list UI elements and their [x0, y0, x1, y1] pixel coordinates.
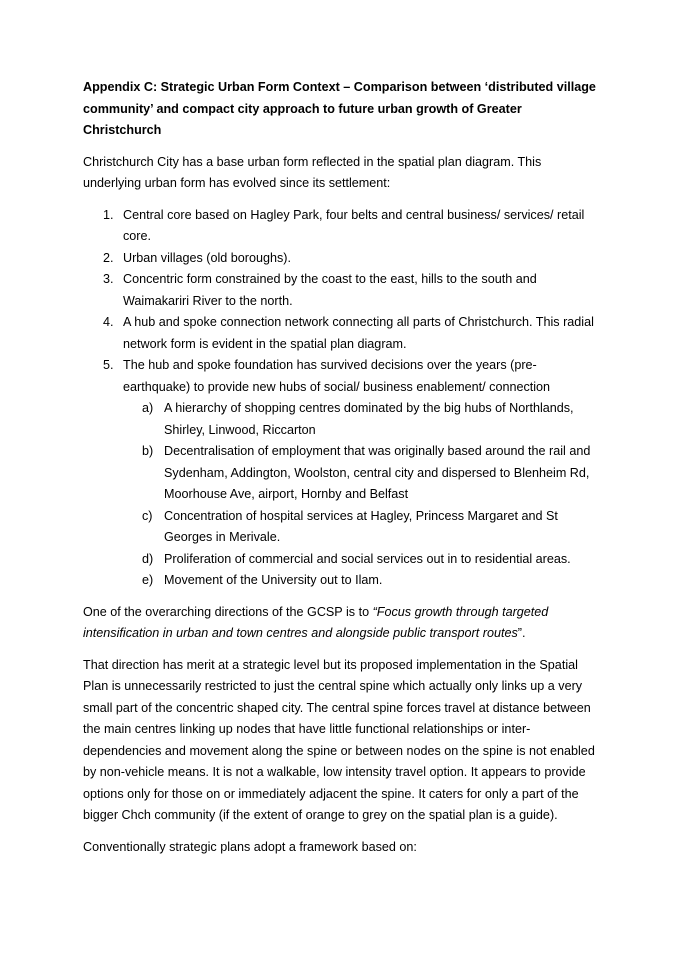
list-number: 3. [103, 272, 114, 286]
sublist-letter: b) [142, 444, 154, 458]
list-item [83, 205, 597, 248]
list-number: 5. [103, 358, 114, 372]
list-number: 4. [103, 315, 114, 329]
conventional-framework-paragraph: Conventionally strategic plans adopt a framework based on: [83, 839, 417, 854]
list-item-text: A hub and spoke connection network connecting all parts of Christchurch. This radial network form is evident in the spatial plan diagram. [123, 315, 594, 351]
gcsp-quote-end: ”. [517, 626, 526, 640]
appendix-heading: Appendix C: Strategic Urban Form Context – Comparison between ‘distributed village community’ and compact city approach to future urban growth of Greater Christchurch [83, 80, 596, 137]
list-item [83, 355, 597, 592]
gcsp-quote: “Focus growth through targeted intensification in urban and town centres and alongside public transport routes [83, 604, 549, 640]
sublist-letter: a) [142, 401, 154, 415]
list-number: 2. [103, 250, 114, 265]
sublist-item [123, 570, 597, 592]
sublist-letter: c) [142, 508, 153, 523]
sublist-letter: d) [142, 551, 154, 566]
intro-paragraph: Christchurch City has a base urban form reflected in the spatial plan diagram. This underlying urban form has evolved since its settlement: [83, 154, 542, 190]
list-item-text: Urban villages (old boroughs). [123, 250, 292, 265]
spatial-plan-critique-paragraph: That direction has merit at a strategic level but its proposed implementation in the Spatial Plan is unnecessarily restricted to just the central spine which actually only links up a very small part of the concentric shaped city. The central spine forces travel at distance between the main centres linking up nodes that have little functional relationships or inter-dependencies and movement along the spine or between nodes on the spine is not enabled by non-vehicle means. It is not a walkable, low intensity travel option. It appears to provide options only for those on or immediately adjacent the spine. It caters for only a part of the bigger Chch community (if the extent of orange to grey on the spatial plan is a guide). [83, 657, 595, 822]
sublist-item [123, 398, 597, 441]
list-item [83, 312, 597, 355]
gcsp-lead-text: One of the overarching directions of the GCSP is to [83, 604, 373, 619]
sublist-item [123, 441, 597, 506]
sublist-item [123, 549, 597, 571]
sublist-item [123, 506, 597, 549]
sublist-item-text: Decentralisation of employment that was originally based around the rail and Sydenham, Addington, Woolston, central city and dispersed to Blenheim Rd, Moorhouse Ave, airport, Hornby and Belfast [164, 444, 591, 501]
list-number: 1. [103, 207, 114, 222]
urban-form-list [83, 205, 597, 592]
sublist-item-text: A hierarchy of shopping centres dominated by the big hubs of Northlands, Shirley, Linwood, Riccarton [164, 401, 574, 437]
list-item [83, 269, 597, 312]
sublist-item-text: Movement of the University out to Ilam. [164, 573, 383, 587]
sublist-letter: e) [142, 573, 154, 587]
document-page [83, 77, 597, 868]
sublist-item-text: Concentration of hospital services at Hagley, Princess Margaret and St Georges in Merivale. [164, 508, 558, 544]
list-item-text: The hub and spoke foundation has survived decisions over the years (pre-earthquake) to provide new hubs of social/ business enablement/ connection [123, 358, 551, 394]
list-item-text: Central core based on Hagley Park, four belts and central business/ services/ retail core. [123, 207, 585, 243]
hub-spoke-sublist [123, 398, 597, 592]
list-item [83, 248, 597, 270]
gcsp-direction-paragraph [83, 602, 597, 645]
list-item-text: Concentric form constrained by the coast to the east, hills to the south and Waimakariri River to the north. [123, 272, 537, 308]
sublist-item-text: Proliferation of commercial and social services out in to residential areas. [164, 551, 571, 566]
